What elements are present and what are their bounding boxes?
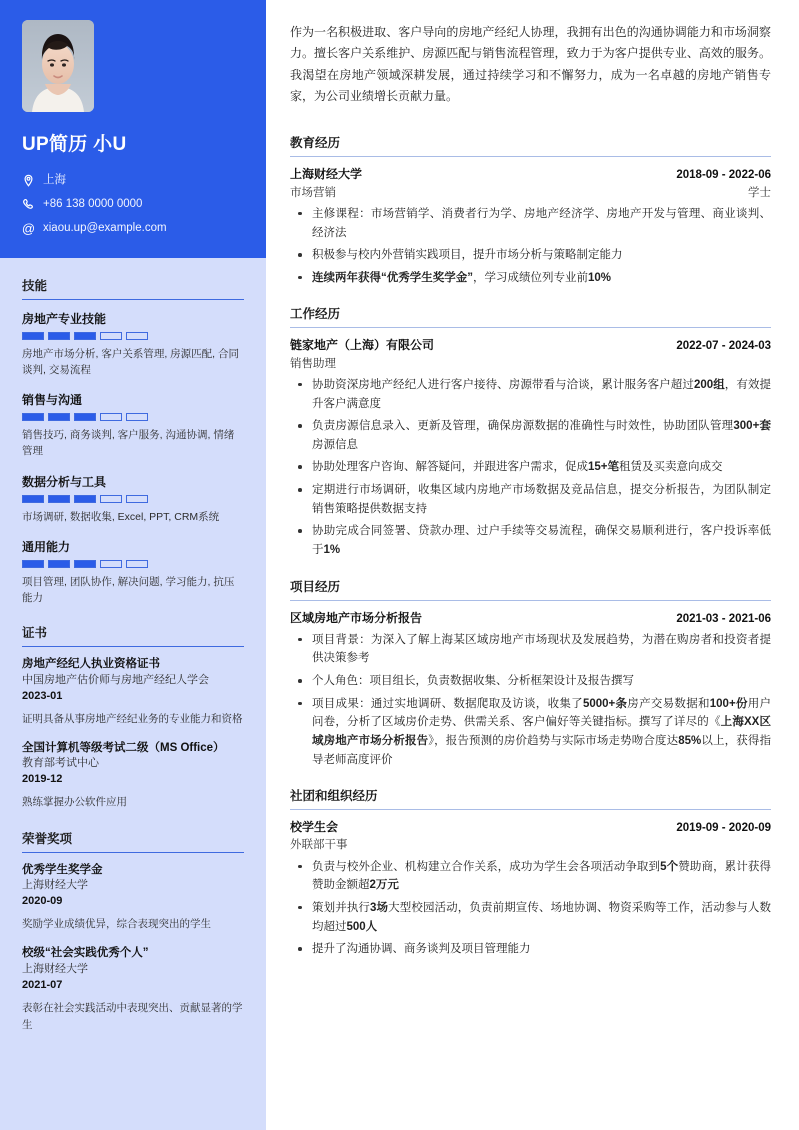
- education-entry-subheader: [290, 185, 771, 202]
- bullet-item: 策划并执行3场大型校园活动，负责前期宣传、场地协调、物资采购等工作，活动参与人数均超过500人: [290, 899, 771, 936]
- certificate-item: [22, 657, 244, 728]
- skill-group: [22, 391, 244, 460]
- project-entry: [290, 609, 771, 770]
- honor-description: 奖励学业成绩优异，综合表现突出的学生: [22, 918, 211, 931]
- skill-name: 房地产专业技能: [22, 311, 107, 326]
- certificate-item: [22, 741, 244, 812]
- bullet-item: 协助完成合同签署、贷款办理、过户手续等交易流程，确保交易顺利进行，客户投诉率低于1%: [290, 522, 771, 559]
- skill-group: [22, 473, 244, 525]
- rating-pip-filled: [22, 413, 44, 421]
- skills-heading: 技能: [22, 276, 244, 300]
- certificate-description: 熟练掌握办公软件应用: [22, 796, 127, 809]
- sidebar-body: [0, 258, 266, 1063]
- skill-description: 房地产市场分析, 客户关系管理, 房源匹配, 合同谈判, 交易流程: [22, 347, 240, 376]
- honors-heading: 荣誉奖项: [22, 829, 244, 853]
- rating-pip-filled: [48, 560, 70, 568]
- skill-description: 销售技巧, 商务谈判, 客户服务, 沟通协调, 情绪管理: [22, 429, 235, 458]
- phone-icon: [22, 198, 35, 211]
- honor-issuer: 上海财经大学: [22, 879, 88, 892]
- certificate-issuer: 教育部考试中心: [22, 757, 99, 770]
- certificates-heading: 证书: [22, 623, 244, 647]
- rating-pip-filled: [74, 332, 96, 340]
- job-title: 销售助理: [290, 357, 336, 370]
- rating-pip-filled: [74, 560, 96, 568]
- bullet-item: 连续两年获得“优秀学生奖学金”，学习成绩位列专业前10%: [290, 269, 771, 288]
- organization-bullets: [290, 858, 771, 959]
- school-name: 上海财经大学: [290, 167, 363, 182]
- rating-pip-filled: [22, 560, 44, 568]
- honor-name: 校级“社会实践优秀个人”: [22, 947, 149, 960]
- bullet-item: 个人角色：项目组长，负责数据收集、分析框架设计及报告撰写: [290, 672, 771, 691]
- skill-name: 通用能力: [22, 539, 71, 554]
- section-certificates: [22, 623, 244, 811]
- certificate-name: 全国计算机等级考试二级（MS Office）: [22, 741, 225, 754]
- skill-description: 市场调研, 数据收集, Excel, PPT, CRM系统: [22, 510, 220, 523]
- bullet-item: 定期进行市场调研，收集区域内房地产市场数据及竞品信息，提交分析报告，为团队制定销售策略提供数据支持: [290, 481, 771, 518]
- honor-name: 优秀学生奖学金: [22, 863, 103, 876]
- rating-pip-empty: [100, 413, 122, 421]
- bullet-item: 主修课程：市场营销学、消费者行为学、房地产经济学、房地产开发与管理、商业谈判、经济法: [290, 205, 771, 242]
- work-entry-subheader: [290, 356, 771, 373]
- organization-role: 外联部干事: [290, 839, 348, 852]
- education-date: 2018-09 - 2022-06: [676, 169, 771, 182]
- rating-pip-filled: [48, 495, 70, 503]
- section-skills: [22, 276, 244, 607]
- avatar: [22, 20, 94, 112]
- skill-rating: [22, 495, 244, 503]
- sidebar-header: [0, 0, 266, 258]
- certificate-issuer: 中国房地产估价师与房地产经纪人学会: [22, 673, 209, 686]
- rating-pip-filled: [74, 413, 96, 421]
- certificate-date: 2019-12: [22, 773, 63, 786]
- rating-pip-empty: [126, 332, 148, 340]
- honor-date: 2020-09: [22, 895, 63, 908]
- skill-name: 数据分析与工具: [22, 474, 107, 489]
- honor-issuer: 上海财经大学: [22, 962, 88, 975]
- rating-pip-empty: [126, 495, 148, 503]
- education-entry: [290, 165, 771, 287]
- professional-summary: 作为一名积极进取、客户导向的房地产经纪人协理，我拥有出色的沟通协调能力和市场洞察力。擅长客户关系维护、房源匹配与销售流程管理，致力于为客户提供专业、高效的服务。我渴望在房地产领域深耕发展，通过持续学习和不懈努力，成为一名卓越的房地产销售专家，为公司业绩增长贡献力量。: [290, 25, 771, 104]
- contact-email: [22, 221, 244, 236]
- rating-pip-empty: [100, 495, 122, 503]
- rating-pip-empty: [126, 560, 148, 568]
- skill-rating: [22, 332, 244, 340]
- bullet-item: 积极参与校内外营销实践项目，提升市场分析与策略制定能力: [290, 246, 771, 265]
- contact-location: [22, 173, 244, 188]
- organization-entry: [290, 818, 771, 959]
- section-work-experience: [290, 304, 771, 559]
- certificate-name: 房地产经纪人执业资格证书: [22, 658, 160, 671]
- education-entry-header: [290, 165, 771, 184]
- project-bullets: [290, 631, 771, 769]
- honor-date: 2021-07: [22, 978, 63, 991]
- bullet-item: 协助资深房地产经纪人进行客户接待、房源带看与洽谈，累计服务客户超过200组，有效提升客户满意度: [290, 376, 771, 413]
- section-organizations: [290, 786, 771, 959]
- organization-date: 2019-09 - 2020-09: [676, 822, 771, 835]
- work-bullets: [290, 376, 771, 560]
- honor-description: 表彰在社会实践活动中表现突出、贡献显著的学生: [22, 1001, 243, 1032]
- location-pin-icon: [22, 174, 35, 187]
- at-sign-icon: @: [21, 220, 36, 236]
- projects-heading: 项目经历: [290, 577, 771, 601]
- honor-item: [22, 863, 244, 934]
- rating-pip-filled: [48, 413, 70, 421]
- work-entry-header: [290, 336, 771, 355]
- skill-name: 销售与沟通: [22, 393, 83, 408]
- contact-phone: [22, 197, 244, 212]
- certificate-date: 2023-01: [22, 689, 63, 702]
- bullet-item: 负责与校外企业、机构建立合作关系，成功为学生会各项活动争取到5个赞助商，累计获得赞助金额超2万元: [290, 858, 771, 895]
- degree: 学士: [748, 186, 771, 199]
- organization-entry-subheader: [290, 837, 771, 854]
- bullet-item: 提升了沟通协调、商务谈判及项目管理能力: [290, 940, 771, 959]
- rating-pip-empty: [100, 332, 122, 340]
- rating-pip-filled: [22, 495, 44, 503]
- organization-entry-header: [290, 818, 771, 837]
- skill-group: [22, 310, 244, 379]
- organization-name: 校学生会: [290, 820, 339, 835]
- contact-phone-value: +86 138 0000 0000: [43, 197, 143, 210]
- bullet-item: 负责房源信息录入、更新及管理，确保房源数据的准确性与时效性，协助团队管理300+套房源信息: [290, 417, 771, 454]
- main-column: [266, 0, 799, 1130]
- bullet-item: 协助处理客户咨询、解答疑问，并跟进客户需求，促成15+笔租赁及买卖意向成交: [290, 458, 771, 477]
- rating-pip-filled: [74, 495, 96, 503]
- project-entry-header: [290, 609, 771, 628]
- section-education: [290, 133, 771, 287]
- contact-location-value: 上海: [43, 173, 66, 186]
- work-heading: 工作经历: [290, 304, 771, 328]
- project-date: 2021-03 - 2021-06: [676, 612, 771, 625]
- project-name: 区域房地产市场分析报告: [290, 610, 423, 625]
- skill-rating: [22, 413, 244, 421]
- contact-email-value: xiaou.up@example.com: [43, 221, 167, 234]
- organizations-heading: 社团和组织经历: [290, 786, 771, 810]
- skill-group: [22, 538, 244, 607]
- skill-rating: [22, 560, 244, 568]
- full-name: UP简历 小U: [22, 134, 127, 155]
- certificate-description: 证明具备从事房地产经纪业务的专业能力和资格: [22, 712, 243, 725]
- company-name: 链家地产（上海）有限公司: [290, 338, 435, 353]
- skill-description: 项目管理, 团队协作, 解决问题, 学习能力, 抗压能力: [22, 575, 235, 605]
- work-date: 2022-07 - 2024-03: [676, 340, 771, 353]
- section-honors: [22, 829, 244, 1035]
- rating-pip-filled: [22, 332, 44, 340]
- section-projects: [290, 577, 771, 770]
- major: 市场营销: [290, 186, 336, 199]
- work-entry: [290, 336, 771, 559]
- sidebar: [0, 0, 266, 1130]
- education-bullets: [290, 205, 771, 288]
- rating-pip-empty: [126, 413, 148, 421]
- bullet-item: 项目背景：为深入了解上海某区域房地产市场现状及发展趋势，为潜在购房者和投资者提供决策参考: [290, 631, 771, 668]
- bullet-item: 项目成果：通过实地调研、数据爬取及访谈，收集了5000+条房产交易数据和100+份用户问卷，分析了区域房价走势、供需关系、客户偏好等关键指标。撰写了详尽的《上海XX区域房地产市场分析报告》，报告预测的房价趋势与实际市场走势吻合度达85%以上，获得指导老师高度评价: [290, 695, 771, 770]
- honor-item: [22, 946, 244, 1035]
- rating-pip-empty: [100, 560, 122, 568]
- education-heading: 教育经历: [290, 133, 771, 157]
- rating-pip-filled: [48, 332, 70, 340]
